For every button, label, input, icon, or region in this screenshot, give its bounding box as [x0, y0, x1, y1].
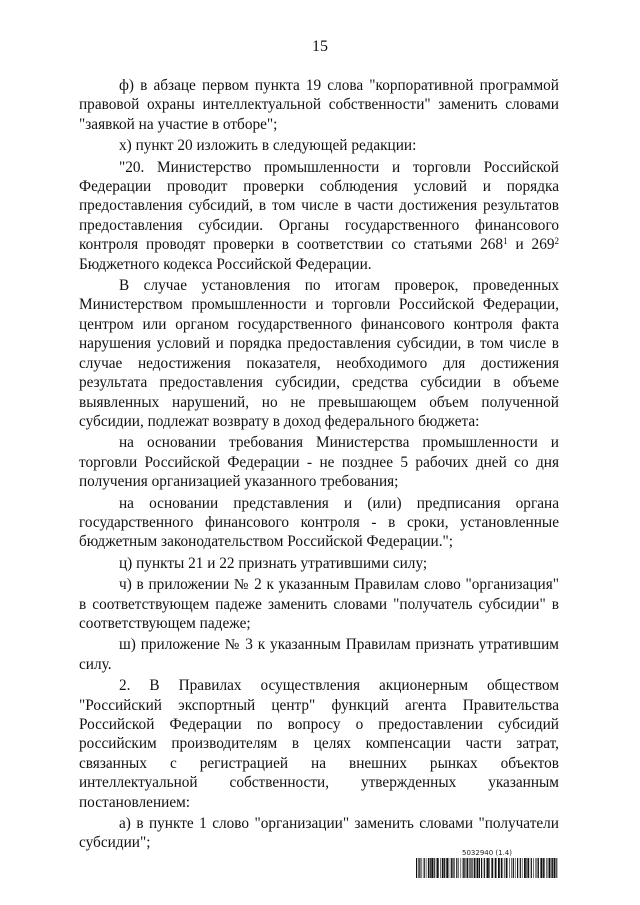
- paragraph-ts: ц) пункты 21 и 22 признать утратившими силу;: [119, 554, 428, 572]
- superscript-2: 2: [554, 236, 559, 247]
- superscript-1: 1: [503, 236, 508, 247]
- paragraph-order: на основании представления и (или) предписания органа государственного финансового контроля - в сроки, установленные бюджетным законодательством Российской Федерации.";: [79, 494, 559, 551]
- paragraph-f: ф) в абзаце первом пункта 19 слова "корпоративной программой правовой охраны интеллектуальной собственности" заменить словами "заявкой на участие в отборе";: [79, 77, 559, 133]
- paragraph-section-2: 2. В Правилах осуществления акционерным обществом "Российский экспортный центр" функций агента Правительства Российской Федерации по вопросу о предоставлении субсидий российским производителям в целях компенсации части затрат, связанных с регистрацией на внешних рынках объектов интеллектуальной собственности, утвержденных указанным постановлением:: [79, 677, 559, 811]
- page-number: 15: [312, 38, 328, 55]
- barcode-block: [416, 849, 558, 879]
- paragraph-violation: В случае установления по итогам проверок, проведенных Министерством промышленности и торговли Российской Федерации, центром или органом государственного финансового контроля факта нарушения условий и порядка предоставления субсидии, в том числе в случае недостижения показателя, необходимого для достижения результата предоставления субсидии, средства субсидии в объеме выявленных нарушений, но не превышающем объем полученной субсидии, подлежат возврату в доход федерального бюджета:: [79, 277, 559, 430]
- paragraph-point-20-text-3: Бюджетного кодекса Российской Федерации.: [79, 255, 372, 273]
- paragraph-point-20-text-2: и 269: [507, 236, 555, 254]
- paragraph-a: а) в пункте 1 слово "организации" заменить словами "получатели субсидии";: [79, 815, 559, 852]
- paragraph-ch: ч) в приложении № 2 к указанным Правилам слово "организация" в соответствующем падеже заменить словами "получатель субсидии" в соответствующем падеже;: [79, 576, 559, 632]
- paragraph-point-20: [79, 158, 559, 274]
- paragraph-kh: х) пункт 20 изложить в следующей редакции:: [119, 137, 417, 155]
- paragraph-point-20-text-1: "20. Министерство промышленности и торговли Российской Федерации проводит проверки соблюдения условий и порядка предоставления субсидий, в том числе в части достижения результатов предоставления субсидии. Органы государственного финансового контроля проводят проверки в соответствии со статьями 268: [79, 158, 559, 254]
- paragraph-sh: ш) приложение № 3 к указанным Правилам признать утратившим силу.: [79, 636, 559, 673]
- document-body: [79, 76, 559, 855]
- paragraph-requirement: на основании требования Министерства промышленности и торговли Российской Федерации - не позднее 5 рабочих дней со дня получения организацией указанного требования;: [79, 434, 559, 491]
- barcode-icon: [416, 858, 558, 878]
- barcode-label: 5032940 (1.4): [462, 849, 512, 857]
